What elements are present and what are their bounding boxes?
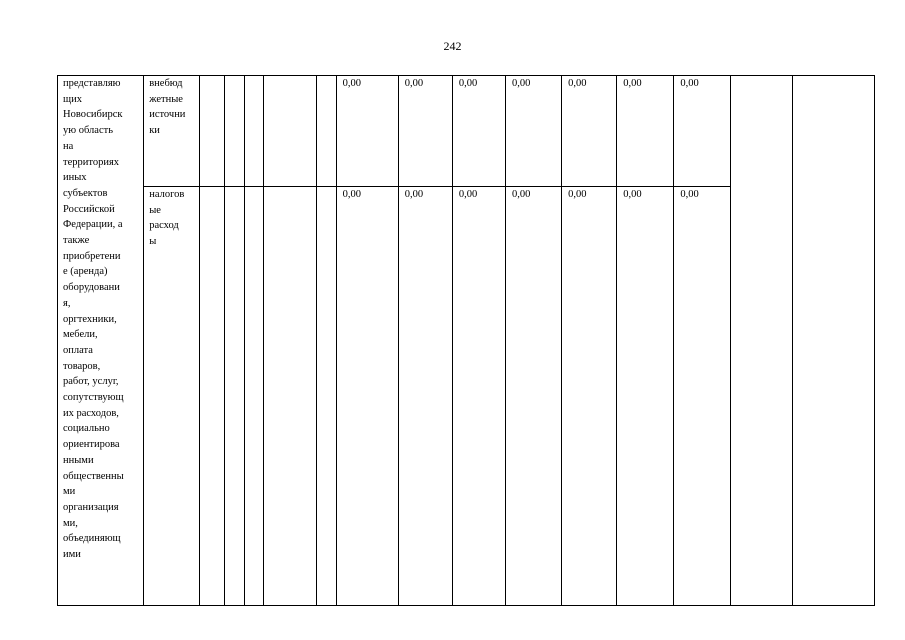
value-cell: 0,00 [562, 187, 617, 606]
value-cell: 0,00 [398, 76, 452, 187]
value-cell: 0,00 [336, 187, 398, 606]
empty-cell [792, 76, 874, 606]
value-cell: 0,00 [452, 76, 505, 187]
value-cell: 0,00 [617, 76, 674, 187]
value-cell: 0,00 [506, 187, 562, 606]
value-cell: 0,00 [506, 76, 562, 187]
empty-cell [316, 187, 336, 606]
value-cell: 0,00 [562, 76, 617, 187]
value-cell: 0,00 [674, 187, 730, 606]
value-cell: 0,00 [674, 76, 730, 187]
value-cell: 0,00 [617, 187, 674, 606]
empty-cell [200, 76, 225, 187]
empty-cell [730, 76, 792, 606]
value-cell: 0,00 [452, 187, 505, 606]
empty-cell [225, 187, 245, 606]
budget-table [57, 75, 875, 606]
funding-source-cell: внебюд жетные источни ки [144, 76, 200, 187]
empty-cell [200, 187, 225, 606]
page-number: 242 [443, 39, 462, 53]
value-cell: 0,00 [336, 76, 398, 187]
empty-cell [245, 187, 264, 606]
empty-cell [264, 76, 316, 187]
value-cell: 0,00 [398, 187, 452, 606]
funding-source-cell: налогов ые расход ы [144, 187, 200, 606]
empty-cell [245, 76, 264, 187]
empty-cell [225, 76, 245, 187]
table-row [58, 76, 875, 187]
empty-cell [316, 76, 336, 187]
description-cell: представляю щих Новосибирск ую область на территориях иных субъектов Российской Федерации, а также приобретени е (аренда) оборудовани я, оргтехники, мебели, оплата товаров, работ, услуг, сопутствующ их расходов, социально ориентирова нными общественны ми организация ми, объединяющ ими [58, 76, 144, 606]
empty-cell [264, 187, 316, 606]
